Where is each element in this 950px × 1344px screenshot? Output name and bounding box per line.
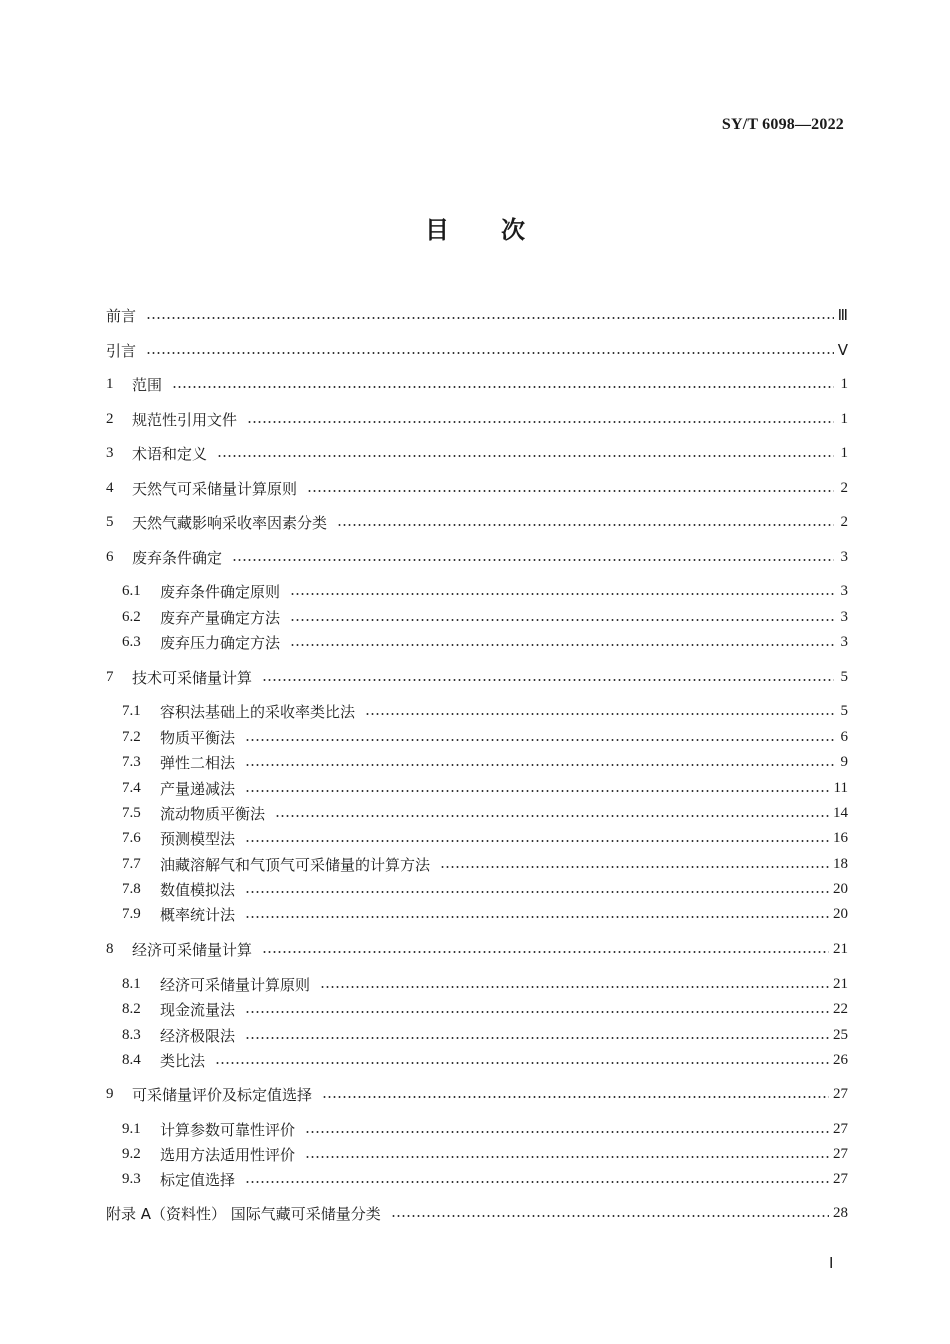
toc-entry-label: 经济可采储量计算原则 [160, 975, 311, 994]
toc-entry-number: 9 [106, 1085, 114, 1102]
toc-dot-leader [305, 1156, 829, 1158]
toc-entry-number: 8 [106, 940, 114, 957]
toc-entry-label: 标定值选择 [160, 1170, 236, 1189]
toc-entry-number: 2 [106, 410, 114, 427]
toc-entry-number: 7.7 [122, 855, 141, 872]
toc-entry[interactable] [106, 476, 848, 500]
toc-entry-page: 27 [833, 1085, 848, 1102]
toc-dot-leader [245, 790, 830, 792]
toc-entry[interactable] [122, 852, 848, 876]
toc-dot-leader [146, 317, 834, 319]
toc-entry-number: 6.1 [122, 582, 141, 599]
toc-dot-leader [262, 679, 834, 681]
toc-dot-leader [245, 840, 829, 842]
toc-entry-page: 5 [840, 668, 848, 685]
toc-entry-label: 附录 A（资料性） 国际气藏可采储量分类 [106, 1204, 381, 1223]
toc-entry[interactable] [122, 579, 848, 603]
toc-entry[interactable] [122, 1048, 848, 1072]
toc-entry-label: 概率统计法 [160, 905, 236, 924]
toc-dot-leader [245, 1181, 829, 1183]
toc-entry-number: 7.5 [122, 804, 141, 821]
toc-entry-page: 2 [840, 513, 848, 530]
toc-entry[interactable] [106, 665, 848, 689]
toc-entry[interactable] [122, 902, 848, 926]
toc-dot-leader [245, 739, 834, 741]
toc-entry-number: 7.1 [122, 702, 141, 719]
toc-entry-number: 7.9 [122, 905, 141, 922]
toc-entry[interactable] [122, 1142, 848, 1166]
toc-entry[interactable] [122, 699, 848, 723]
toc-entry-label: 可采储量评价及标定值选择 [132, 1085, 313, 1104]
toc-entry-label: 天然气藏影响采收率因素分类 [132, 513, 328, 532]
toc-entry[interactable] [122, 605, 848, 629]
toc-entry-label: 废弃条件确定 [132, 548, 223, 567]
toc-entry-label: 选用方法适用性评价 [160, 1145, 296, 1164]
toc-entry-number: 6.2 [122, 608, 141, 625]
toc-entry-page: 21 [833, 940, 848, 957]
toc-entry-number: 7.2 [122, 728, 141, 745]
toc-entry[interactable] [122, 1117, 848, 1141]
toc-entry-number: 7.3 [122, 753, 141, 770]
toc-entry[interactable] [122, 801, 848, 825]
toc-entry-page: 1 [840, 410, 848, 427]
toc-entry-label: 流动物质平衡法 [160, 804, 266, 823]
toc-entry-page: 14 [833, 804, 848, 821]
toc-entry-label: 数值模拟法 [160, 880, 236, 899]
footer-page-number: Ⅰ [829, 1256, 834, 1272]
toc-entry-label: 范围 [132, 375, 163, 394]
toc-entry-label: 引言 [106, 341, 137, 360]
toc-dot-leader [245, 916, 829, 918]
toc-entry-number: 7 [106, 668, 114, 685]
toc-entry-number: 7.4 [122, 779, 141, 796]
toc-entry[interactable] [106, 338, 848, 362]
toc-entry[interactable] [122, 1023, 848, 1047]
toc-entry[interactable] [106, 372, 848, 396]
toc-entry-label: 产量递减法 [160, 779, 236, 798]
toc-entry-page: 1 [840, 444, 848, 461]
toc-dot-leader [262, 951, 829, 953]
standard-code: SY/T 6098—2022 [721, 116, 844, 133]
toc-entry[interactable] [122, 877, 848, 901]
toc-entry-label: 废弃压力确定方法 [160, 633, 281, 652]
toc-entry-page: 3 [840, 548, 848, 565]
toc-entry-number: 1 [106, 375, 114, 392]
toc-entry-page: 22 [833, 1000, 848, 1017]
toc-entry-label: 经济极限法 [160, 1026, 236, 1045]
toc-entry-page: 28 [833, 1204, 848, 1221]
toc-entry-number: 7.6 [122, 829, 141, 846]
toc-entry-page: 3 [840, 582, 848, 599]
toc-dot-leader [247, 421, 834, 423]
toc-entry[interactable] [122, 972, 848, 996]
toc-entry-page: 20 [833, 905, 848, 922]
toc-dot-leader [146, 352, 834, 354]
toc-entry-page: 3 [840, 633, 848, 650]
toc-entry-label: 规范性引用文件 [132, 410, 238, 429]
toc-entry-page: 18 [833, 855, 848, 872]
toc-entry-page: 11 [833, 779, 848, 796]
toc-entry-number: 7.8 [122, 880, 141, 897]
toc-dot-leader [322, 1096, 829, 1098]
toc-entry-page: 16 [833, 829, 848, 846]
toc-dot-leader [245, 1011, 829, 1013]
toc-entry[interactable] [106, 303, 848, 327]
toc-entry-label: 物质平衡法 [160, 728, 236, 747]
toc-dot-leader [290, 593, 834, 595]
toc-entry[interactable] [122, 826, 848, 850]
toc-entry-number: 9.2 [122, 1145, 141, 1162]
toc-entry-page: 27 [833, 1170, 848, 1187]
toc-entry-label: 类比法 [160, 1051, 206, 1070]
toc-entry-label: 现金流量法 [160, 1000, 236, 1019]
toc-entry-page: 20 [833, 880, 848, 897]
toc-dot-leader [365, 713, 834, 715]
toc-dot-leader [275, 815, 829, 817]
toc-entry-label: 油藏溶解气和气顶气可采储量的计算方法 [160, 855, 431, 874]
toc-entry-page: 1 [840, 375, 848, 392]
toc-entry-number: 8.1 [122, 975, 141, 992]
toc-entry-page: 6 [840, 728, 848, 745]
toc-dot-leader [391, 1215, 829, 1217]
toc-dot-leader [305, 1131, 829, 1133]
toc-dot-leader [217, 455, 834, 457]
toc-entry-page: 26 [833, 1051, 848, 1068]
toc-entry-label: 容积法基础上的采收率类比法 [160, 702, 356, 721]
toc-dot-leader [245, 764, 834, 766]
toc-entry-page: 9 [840, 753, 848, 770]
toc-entry-number: 8.2 [122, 1000, 141, 1017]
toc-entry-number: 9.3 [122, 1170, 141, 1187]
toc-entry[interactable] [106, 510, 848, 534]
toc-entry-page: 5 [840, 702, 848, 719]
toc-entry-page: 27 [833, 1145, 848, 1162]
toc-entry-number: 4 [106, 479, 114, 496]
toc-entry-number: 8.4 [122, 1051, 141, 1068]
toc-entry-page: 27 [833, 1120, 848, 1137]
toc-entry-page: 21 [833, 975, 848, 992]
toc-entry-page: Ⅲ [837, 307, 848, 324]
page-title-char-1: 目 [425, 216, 449, 244]
toc-entry-page: 25 [833, 1026, 848, 1043]
toc-dot-leader [307, 490, 834, 492]
toc-dot-leader [245, 1037, 829, 1039]
toc-dot-leader [245, 891, 829, 893]
toc-entry-label: 经济可采储量计算 [132, 940, 253, 959]
toc-dot-leader [440, 866, 829, 868]
toc-entry-page: 2 [840, 479, 848, 496]
toc-entry[interactable] [122, 750, 848, 774]
toc-entry-number: 8.3 [122, 1026, 141, 1043]
toc-entry[interactable] [122, 997, 848, 1021]
toc-entry-label: 技术可采储量计算 [132, 668, 253, 687]
page-title-char-2: 次 [501, 216, 525, 244]
toc-dot-leader [290, 619, 834, 621]
toc-entry-label: 废弃条件确定原则 [160, 582, 281, 601]
toc-entry[interactable] [122, 1167, 848, 1191]
toc-entry-label: 弹性二相法 [160, 753, 236, 772]
toc-entry[interactable] [106, 1082, 848, 1106]
toc-entry-label: 计算参数可靠性评价 [160, 1120, 296, 1139]
toc-entry[interactable] [122, 776, 848, 800]
toc-entry[interactable] [122, 725, 848, 749]
toc-dot-leader [172, 386, 834, 388]
toc-entry-number: 3 [106, 444, 114, 461]
toc-entry-label: 术语和定义 [132, 444, 208, 463]
toc-entry[interactable] [106, 407, 848, 431]
toc-entry[interactable] [106, 441, 848, 465]
toc-entry-number: 5 [106, 513, 114, 530]
toc-entry-label: 预测模型法 [160, 829, 236, 848]
toc-entry-label: 废弃产量确定方法 [160, 608, 281, 627]
toc-dot-leader [320, 986, 829, 988]
toc-dot-leader [337, 524, 834, 526]
toc-entry-number: 6.3 [122, 633, 141, 650]
toc-dot-leader [232, 559, 834, 561]
toc-entry-number: 6 [106, 548, 114, 565]
toc-entry-number: 9.1 [122, 1120, 141, 1137]
toc-dot-leader [290, 644, 834, 646]
toc-entry-page: Ⅴ [837, 342, 848, 359]
toc-entry-page: 3 [840, 608, 848, 625]
toc-entry-label: 天然气可采储量计算原则 [132, 479, 298, 498]
toc-dot-leader [215, 1062, 829, 1064]
toc-entry[interactable] [122, 630, 848, 654]
toc-entry[interactable] [106, 937, 848, 961]
toc-entry-label: 前言 [106, 306, 137, 325]
toc-entry[interactable] [106, 1201, 848, 1225]
toc-entry[interactable] [106, 545, 848, 569]
